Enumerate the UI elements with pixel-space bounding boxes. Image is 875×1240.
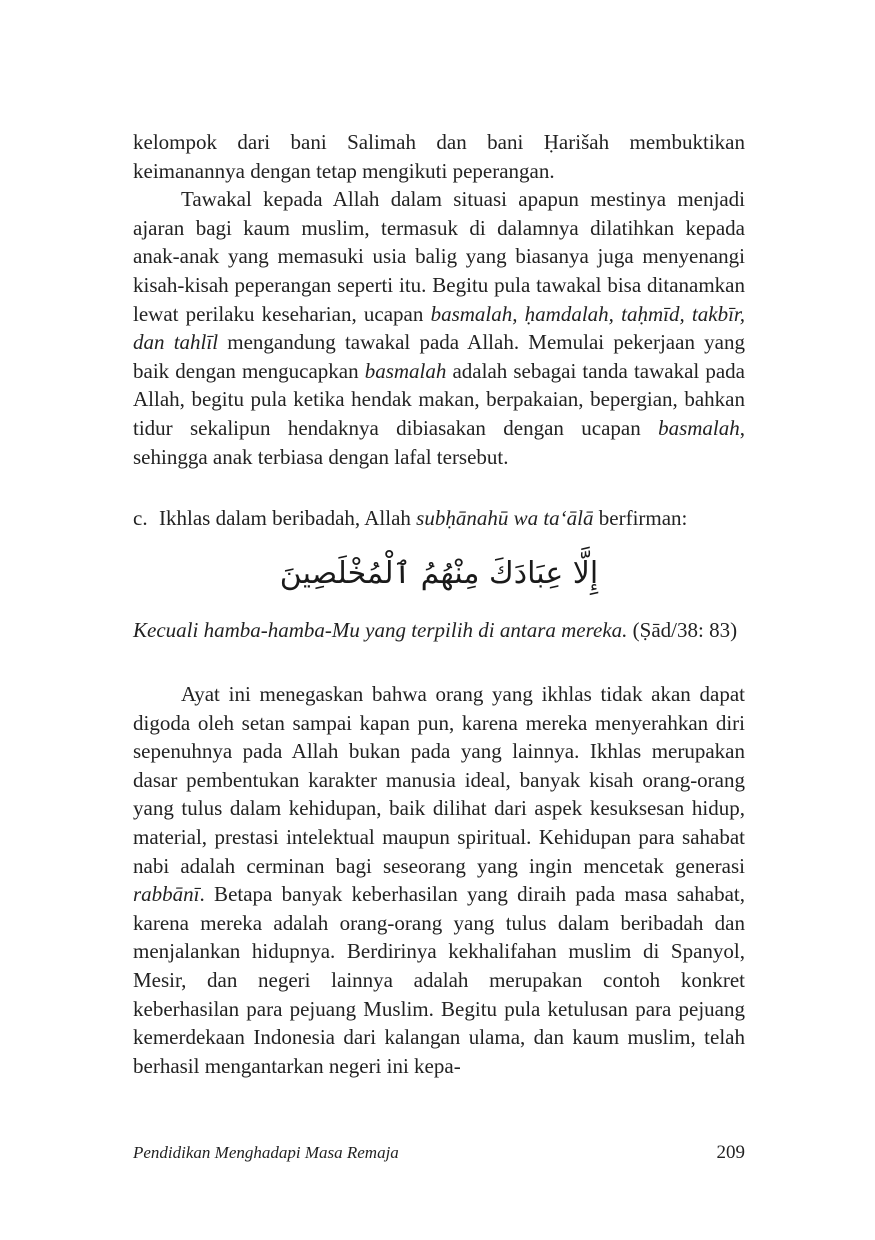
italic-term: rabbānī: [133, 882, 200, 907]
page-number: 209: [716, 1142, 745, 1163]
text-segment: mengandung tawakal pada Allah. Memulai pekerjaan yang baik dengan mengucapkan: [133, 330, 745, 383]
list-marker: c.: [133, 506, 148, 530]
text-segment: adalah sebagai tanda tawakal pada Allah, begitu pula ketika hendak makan, berpakaian, bepergian, bahkan tidur sekalipun hendaknya dibiasakan dengan ucapan: [133, 358, 745, 440]
body-text-top: [133, 128, 745, 471]
running-footer-title: Pendidikan Menghadapi Masa Remaja: [133, 1143, 399, 1162]
italic-term: basmalah, ḥamdalah, taḥmīd, takbīr, dan tahlīl: [133, 301, 745, 355]
paragraph-tawakal: [133, 185, 745, 471]
text-segment: . Betapa banyak keberhasilan yang diraih pada masa sahabat, karena mereka adalah orang-orang yang tulus dalam beribadah dan menjalankan hidupnya. Berdirinya kekhalifahan muslim di Spanyol, Mesir, dan negeri lainnya adalah merupakan contoh konkret keberhasilan para pejuang Muslim. Begitu pula ketulusan para pejuang kemerdekaan Indonesia dari kalangan ulama, dan kaum muslim, telah berhasil mengantarkan negeri ini kepa-: [133, 882, 745, 1078]
verse-translation: [133, 616, 745, 645]
italic-term: basmalah: [658, 415, 740, 440]
italic-term: basmalah: [364, 358, 447, 383]
arabic-verse: إِلَّا عِبَادَكَ مِنْهُمُ ٱلْمُخْلَصِينَ: [279, 556, 599, 591]
list-text: Ikhlas dalam beribadah, Allah: [159, 506, 417, 530]
text-segment: , sehingga anak terbiasa dengan lafal tersebut.: [133, 415, 745, 469]
translation-text: Kecuali hamba-hamba-Mu yang terpilih di antara mereka.: [133, 618, 628, 642]
body-text-bottom: [133, 680, 745, 1080]
text-segment: Tawakal kepada Allah dalam situasi apapun mestinya menjadi ajaran bagi kaum muslim, termasuk di dalamnya dilatihkan kepada anak-anak yang memasuki usia balig yang biasanya juga menyenangi kisah-kisah peperangan seperti itu. Begitu pula tawakal bisa ditanamkan lewat perilaku keseharian, ucapan: [133, 187, 745, 326]
paragraph-ikhlas: [133, 680, 745, 1080]
paragraph-continuation: kelompok dari bani Salimah dan bani Ḥarišah membuktikan keimanannya dengan tetap mengikuti peperangan.: [133, 130, 745, 183]
italic-term: subḥānahū wa ta‘ālā: [416, 506, 594, 530]
text-segment: Ayat ini menegaskan bahwa orang yang ikhlas tidak akan dapat digoda oleh setan sampai kapan pun, karena mereka menyerahkan diri sepenuhnya pada Allah bukan pada yang lainnya. Ikhlas merupakan dasar pembentukan karakter manusia ideal, banyak kisah orang-orang yang tulus dalam kehidupan, baik dilihat dari aspek kesuksesan hidup, material, prestasi intelektual maupun spiritual. Kehidupan para sahabat nabi adalah cerminan bagi seseorang yang ingin mencetak generasi: [133, 682, 745, 878]
list-item-c: [133, 504, 745, 533]
list-text: berfirman:: [593, 506, 688, 530]
verse-reference: (Ṣād/38: 83): [627, 618, 738, 642]
